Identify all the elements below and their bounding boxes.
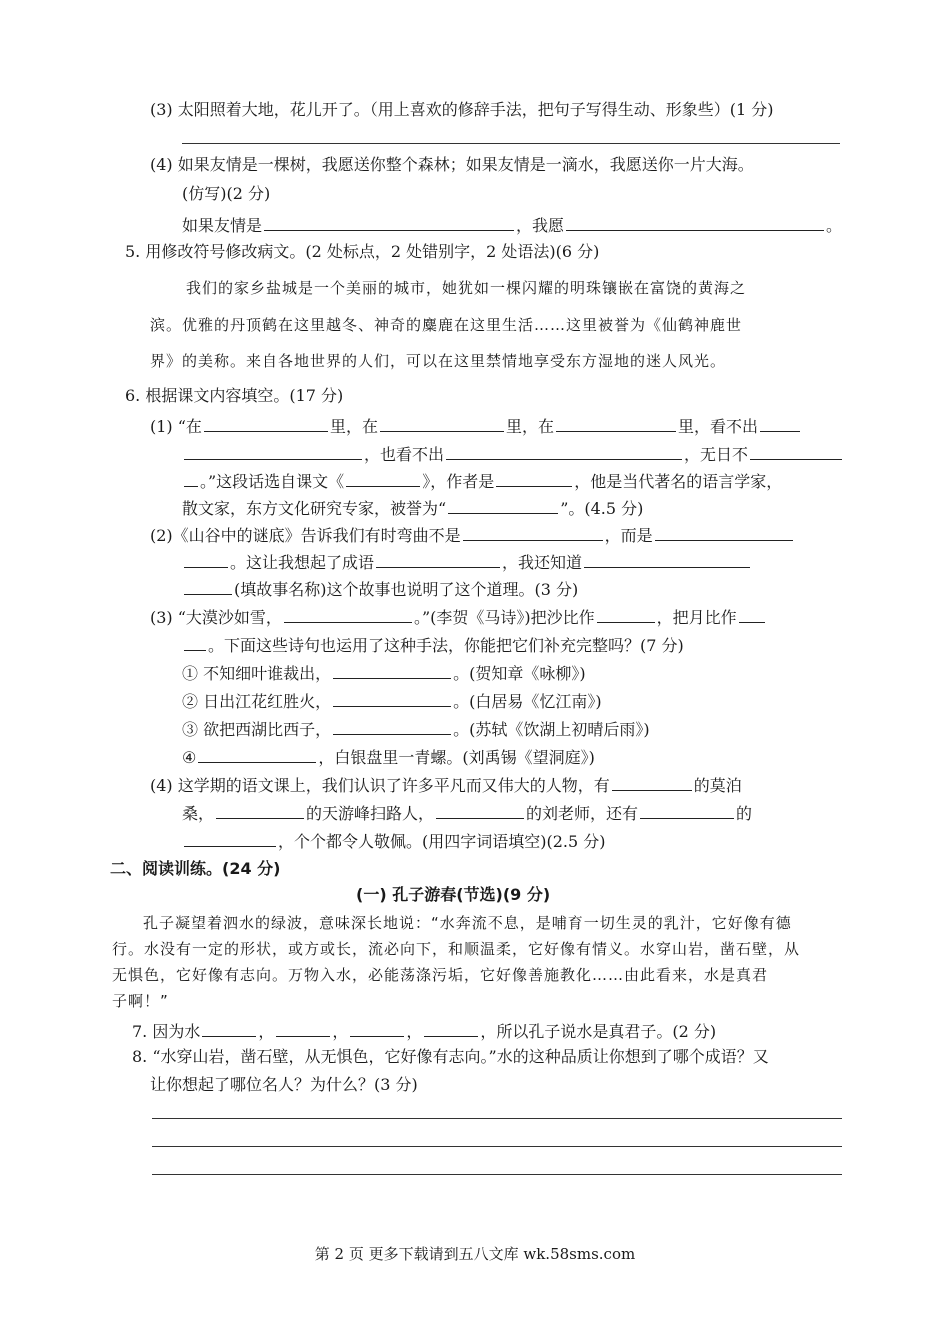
- s6-q2-line1: (2)《山谷中的谜底》告诉我们有时弯曲不是 ，而是: [150, 522, 795, 547]
- blank[interactable]: [204, 413, 328, 432]
- section-5-heading: 5. 用修改符号修改病文。(2 处标点，2 处错别字，2 处语法)(6 分): [125, 242, 600, 261]
- blank[interactable]: [739, 604, 765, 623]
- reading-para-1: 孔子凝望着泗水的绿波，意味深长地说：“水奔流不息，是哺育一切生灵的乳汁，它好像有德: [143, 914, 792, 932]
- question-7: 7. 因为水 ， ， ， ，所以孔子说水是真君子。(2 分): [132, 1018, 716, 1043]
- blank[interactable]: [333, 688, 451, 707]
- blank[interactable]: [216, 800, 304, 819]
- s6-q3-item4: ④ ，白银盘里一青螺。(刘禹锡《望洞庭》): [182, 744, 595, 769]
- blank[interactable]: [284, 604, 412, 623]
- blank[interactable]: [184, 468, 198, 487]
- s6-q3-line1: (3) “大漠沙如雪， 。”(李贺《马诗》)把沙比作 ，把月比作: [150, 604, 767, 629]
- blank[interactable]: [184, 441, 362, 460]
- blank[interactable]: [276, 1018, 330, 1037]
- answer-line-q8-1[interactable]: [152, 1118, 842, 1119]
- reading-para-3: 无惧色，它好像有志向。万物入水，必能荡涤污垢，它好像善施教化……由此看来，水是真君: [112, 966, 769, 984]
- blank[interactable]: [376, 549, 500, 568]
- page-footer: 第 2 页 更多下载请到五八文库 wk.58sms.com: [314, 1245, 636, 1263]
- blank[interactable]: [198, 744, 316, 763]
- blank[interactable]: [184, 576, 232, 595]
- s6-q2-line3: (填故事名称)这个故事也说明了这个道理。(3 分): [182, 576, 578, 601]
- blank[interactable]: [436, 800, 524, 819]
- blank[interactable]: [424, 1018, 478, 1037]
- blank[interactable]: [184, 549, 228, 568]
- blank[interactable]: [380, 413, 504, 432]
- reading-para-4: 子啊！”: [112, 992, 169, 1010]
- blank[interactable]: [333, 716, 451, 735]
- s6-q4-line3: ，个个都令人敬佩。(用四字词语填空)(2.5 分): [182, 828, 606, 853]
- section-5-para-1: 我们的家乡盐城是一个美丽的城市，她犹如一棵闪耀的明珠镶嵌在富饶的黄海之: [186, 279, 747, 297]
- blank[interactable]: [612, 772, 692, 791]
- question-4-fill: 如果友情是 ，我愿 。: [182, 212, 842, 237]
- blank[interactable]: [760, 413, 800, 432]
- blank[interactable]: [346, 468, 420, 487]
- blank[interactable]: [446, 441, 682, 460]
- blank[interactable]: [556, 413, 676, 432]
- question-3-rhetoric: (3) 太阳照着大地，花儿开了。（用上喜欢的修辞手法，把句子写得生动、形象些）(1 分): [150, 100, 774, 119]
- s6-q3-item2: ② 日出江花红胜火， 。(白居易《忆江南》): [182, 688, 602, 713]
- s6-q1-line3: 。”这段话选自课文《 》，作者是 ，他是当代著名的语言学家，: [182, 468, 782, 493]
- blank[interactable]: [584, 549, 750, 568]
- blank-q4-b[interactable]: [566, 212, 824, 231]
- answer-line-q3[interactable]: [182, 143, 840, 144]
- question-8-line2: 让你想起了哪位名人？为什么？(3 分): [150, 1075, 418, 1094]
- s6-q1-line4: 散文家，东方文化研究专家，被誉为“ ”。(4.5 分): [182, 495, 643, 520]
- answer-line-q8-3[interactable]: [152, 1174, 842, 1175]
- s6-q3-item3: ③ 欲把西湖比西子， 。(苏轼《饮湖上初晴后雨》): [182, 716, 650, 741]
- s6-q3-line2: 。下面这些诗句也运用了这种手法，你能把它们补充完整吗？(7 分): [182, 632, 684, 657]
- question-4-line2: (仿写)(2 分): [182, 184, 271, 203]
- blank[interactable]: [333, 660, 451, 679]
- s6-q1-line1: (1) “在 里，在 里，在 里，看不出: [150, 413, 802, 438]
- question-8-line1: 8. “水穿山岩，凿石壁，从无惧色，它好像有志向。”水的这种品质让你想到了哪个成语？又: [132, 1047, 769, 1066]
- blank[interactable]: [655, 522, 793, 541]
- blank[interactable]: [184, 632, 206, 651]
- blank[interactable]: [350, 1018, 404, 1037]
- s6-q2-line2: 。这让我想起了成语 ，我还知道: [182, 549, 752, 574]
- s6-q4-line1: (4) 这学期的语文课上，我们认识了许多平凡而又伟大的人物，有 的莫泊: [150, 772, 742, 797]
- blank[interactable]: [202, 1018, 256, 1037]
- blank[interactable]: [750, 441, 842, 460]
- reading-1-title: (一) 孔子游春(节选)(9 分): [356, 885, 551, 904]
- section-5-para-2: 滨。优雅的丹顶鹤在这里越冬、神奇的麋鹿在这里生活……这里被誉为《仙鹤神鹿世: [150, 316, 743, 334]
- blank[interactable]: [448, 495, 558, 514]
- blank[interactable]: [184, 828, 276, 847]
- blank[interactable]: [463, 522, 603, 541]
- question-4-line1: (4) 如果友情是一棵树，我愿送你整个森林；如果友情是一滴水，我愿送你一片大海。: [150, 155, 754, 174]
- section-6-heading: 6. 根据课文内容填空。(17 分): [125, 386, 344, 405]
- s6-q1-line2: ，也看不出 ，无日不: [182, 441, 844, 466]
- blank[interactable]: [640, 800, 734, 819]
- blank[interactable]: [597, 604, 655, 623]
- part-2-heading: 二、阅读训练。(24 分): [110, 859, 281, 878]
- reading-para-2: 行。水没有一定的形状，或方或长，流必向下，和顺温柔，它好像有情义。水穿山岩，凿石壁，从: [112, 940, 801, 958]
- s6-q4-line2: 桑， 的天游峰扫路人， 的刘老师，还有 的: [182, 800, 752, 825]
- blank-q4-a[interactable]: [264, 212, 514, 231]
- blank[interactable]: [496, 468, 572, 487]
- section-5-para-3: 界》的美称。来自各地世界的人们，可以在这里禁情地享受东方湿地的迷人风光。: [150, 352, 727, 370]
- s6-q3-item1: ① 不知细叶谁裁出， 。(贺知章《咏柳》): [182, 660, 586, 685]
- answer-line-q8-2[interactable]: [152, 1146, 842, 1147]
